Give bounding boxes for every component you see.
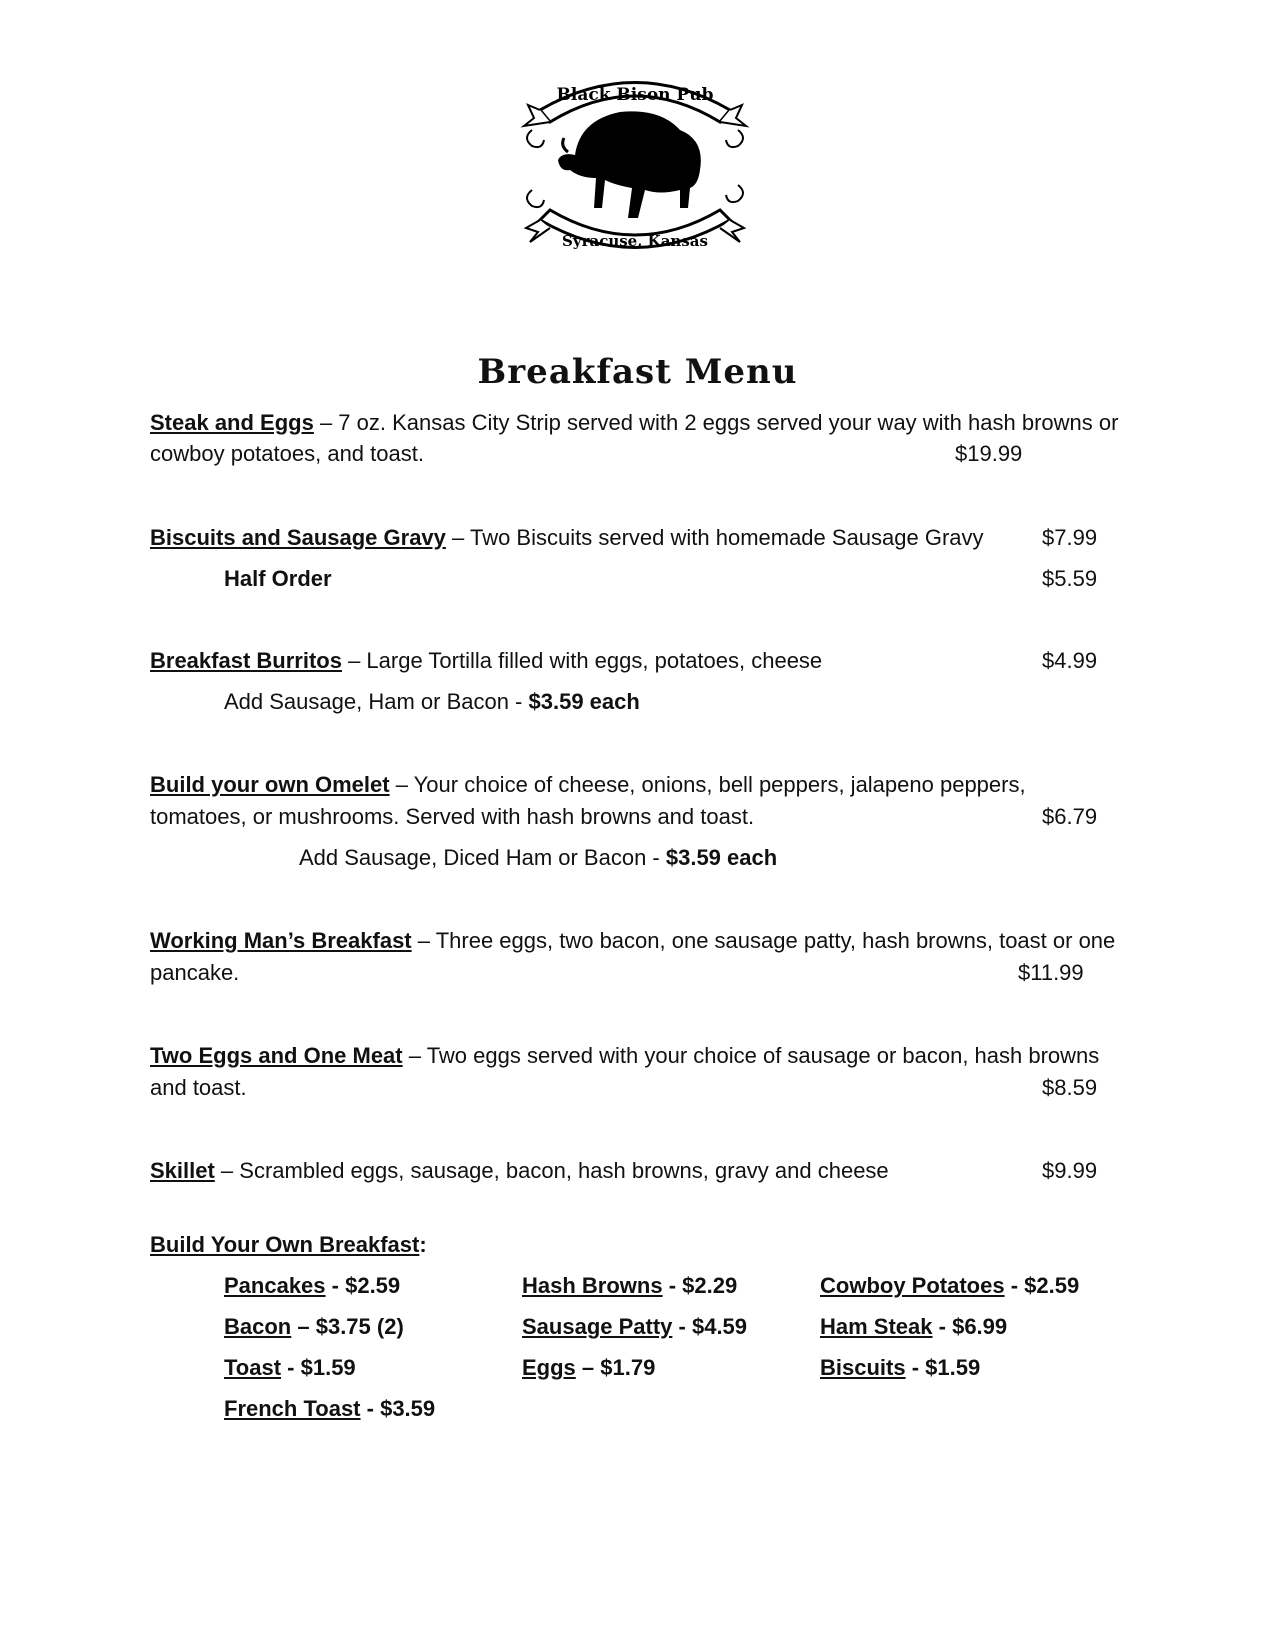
build-own-item-price: $1.59 xyxy=(925,1355,981,1380)
item-description: – Your choice of cheese, onions, bell peppers, jalapeno peppers, xyxy=(389,772,1026,797)
item-price: $11.99 xyxy=(1018,960,1084,985)
logo-top-text: Black Bison Pub xyxy=(556,85,714,105)
half-order-price: $5.59 xyxy=(1042,566,1098,591)
build-own-item-sep: - xyxy=(325,1273,346,1298)
item-name: Breakfast Burritos xyxy=(150,648,342,673)
build-own-item-price: $1.79 xyxy=(600,1355,656,1380)
item-name: Two Eggs and One Meat xyxy=(150,1043,403,1068)
menu-item-working-mans-breakfast xyxy=(150,925,1115,957)
build-own-item xyxy=(224,1352,356,1384)
build-own-item-name: Pancakes xyxy=(224,1273,326,1298)
item-price: $19.99 xyxy=(955,441,1023,466)
build-own-item-sep: - xyxy=(905,1355,926,1380)
build-own-item-name: Cowboy Potatoes xyxy=(820,1273,1005,1298)
build-own-item-sep: - xyxy=(1004,1273,1025,1298)
menu-item-steak-and-eggs xyxy=(150,407,1118,439)
menu-item-biscuits-and-gravy xyxy=(150,522,984,554)
build-own-item-price: $3.59 xyxy=(380,1396,436,1421)
item-price: $7.99 xyxy=(1042,525,1098,550)
logo-bottom-text: Syracuse, Kansas xyxy=(562,232,708,250)
build-own-item-sep: – xyxy=(291,1314,316,1339)
build-own-item-sep: – xyxy=(575,1355,601,1380)
item-description: – Large Tortilla filled with eggs, potatoes, cheese xyxy=(341,648,823,673)
addon-price: $3.59 each xyxy=(528,689,640,714)
build-own-item xyxy=(522,1270,737,1302)
item-name: Skillet xyxy=(150,1158,215,1183)
build-own-item xyxy=(522,1352,655,1384)
item-description: – Two eggs served with your choice of sausage or bacon, hash browns xyxy=(402,1043,1100,1068)
build-own-item-price: $2.29 xyxy=(682,1273,738,1298)
bison-logo-icon xyxy=(520,60,750,280)
item-price: $4.99 xyxy=(1042,648,1098,673)
build-own-item-name: French Toast xyxy=(224,1396,361,1421)
addon-price: $3.59 each xyxy=(665,845,778,870)
build-own-item-name: Ham Steak xyxy=(820,1314,933,1339)
item-price: $6.79 xyxy=(1042,804,1098,829)
half-order-label: Half Order xyxy=(224,566,332,591)
addon-text: Add Sausage, Ham or Bacon - xyxy=(224,689,529,714)
black-bison-pub-logo xyxy=(520,60,750,280)
build-own-item-price: $3.75 (2) xyxy=(315,1314,404,1339)
item-name: Steak and Eggs xyxy=(150,410,314,435)
build-own-item-sep: - xyxy=(932,1314,953,1339)
build-your-own-heading xyxy=(150,1229,427,1261)
build-your-own-heading-text: Build Your Own Breakfast xyxy=(150,1232,420,1257)
item-description: – Three eggs, two bacon, one sausage patty, hash browns, toast or one xyxy=(411,928,1116,953)
item-name: Working Man’s Breakfast xyxy=(150,928,412,953)
build-own-item xyxy=(820,1270,1079,1302)
build-own-item-price: $2.59 xyxy=(345,1273,401,1298)
build-own-item-name: Sausage Patty xyxy=(522,1314,673,1339)
menu-item-build-omelet xyxy=(150,769,1026,801)
build-own-item-price: $4.59 xyxy=(691,1314,748,1339)
build-own-item xyxy=(820,1352,980,1384)
item-description-continued: tomatoes, or mushrooms. Served with hash browns and toast. xyxy=(150,804,755,829)
heading-colon: : xyxy=(419,1232,427,1257)
addon-line xyxy=(224,686,640,718)
item-name: Build your own Omelet xyxy=(150,772,390,797)
build-own-item-name: Biscuits xyxy=(820,1355,906,1380)
item-description: – Two Biscuits served with homemade Sausage Gravy xyxy=(445,525,984,550)
menu-item-two-eggs-one-meat xyxy=(150,1040,1099,1072)
item-name: Biscuits and Sausage Gravy xyxy=(150,525,446,550)
menu-item-breakfast-burritos xyxy=(150,645,822,677)
item-description-continued: and toast. xyxy=(150,1075,247,1100)
build-own-item xyxy=(522,1311,747,1343)
build-own-item-price: $1.59 xyxy=(300,1355,356,1380)
build-own-item-sep: - xyxy=(672,1314,692,1339)
build-own-item-price: $6.99 xyxy=(952,1314,1008,1339)
menu-title: Breakfast Menu xyxy=(477,352,798,392)
item-description-continued: cowboy potatoes, and toast. xyxy=(150,441,424,466)
build-own-item-sep: - xyxy=(662,1273,683,1298)
addon-line xyxy=(299,842,777,874)
addon-text: Add Sausage, Diced Ham or Bacon - xyxy=(299,845,666,870)
menu-item-skillet xyxy=(150,1155,889,1187)
item-description: – Scrambled eggs, sausage, bacon, hash browns, gravy and cheese xyxy=(214,1158,889,1183)
build-own-item-name: Hash Browns xyxy=(522,1273,663,1298)
build-own-item xyxy=(224,1270,400,1302)
build-own-item-name: Bacon xyxy=(224,1314,292,1339)
build-own-item xyxy=(820,1311,1007,1343)
build-own-item-name: Toast xyxy=(224,1355,282,1380)
build-own-item xyxy=(224,1311,404,1343)
item-description-continued: pancake. xyxy=(150,960,240,985)
build-own-item-sep: - xyxy=(281,1355,301,1380)
build-own-item-price: $2.59 xyxy=(1024,1273,1080,1298)
build-own-item xyxy=(224,1393,435,1425)
build-own-item-sep: - xyxy=(360,1396,381,1421)
item-description: – 7 oz. Kansas City Strip served with 2 eggs served your way with hash browns or xyxy=(313,410,1119,435)
item-price: $9.99 xyxy=(1042,1158,1098,1183)
build-own-item-name: Eggs xyxy=(522,1355,576,1380)
item-price: $8.59 xyxy=(1042,1075,1098,1100)
